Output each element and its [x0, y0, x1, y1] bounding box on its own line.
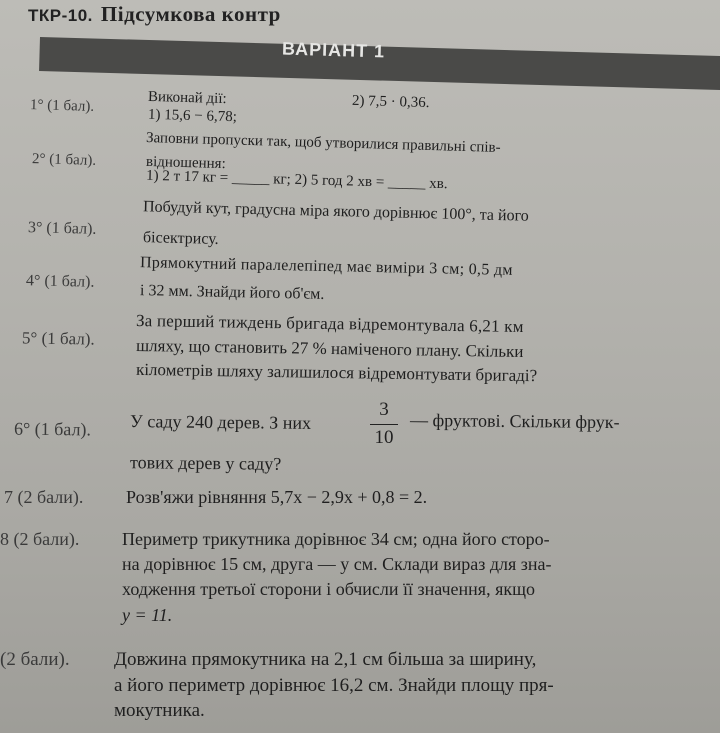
- task-2-line-2: відношення:: [145, 153, 226, 173]
- task-7-number: 7 (2 бали).: [4, 487, 84, 507]
- task-1-number: 1° (1 бал).: [29, 97, 95, 115]
- task-5-line-2: шляху, що становить 27 % наміченого плану. Скільки: [135, 335, 524, 362]
- task-9-number: (2 бали).: [0, 649, 70, 670]
- task-2-line-3: 1) 2 т 17 кг = _____ кг; 2) 5 год 2 хв = _____ хв.: [145, 167, 448, 193]
- task-1-expression-1: 1) 15,6 − 6,78;: [147, 106, 238, 126]
- fraction-bar: [370, 424, 398, 425]
- task-6-line-1a: У саду 240 дерев. З них: [129, 411, 312, 433]
- task-9-line-2: а його периметр дорівнює 16,2 см. Знайди площу пря-: [114, 675, 554, 696]
- task-4-line-1: Прямокутний паралелепіпед має виміри 3 см; 0,5 дм: [139, 254, 513, 279]
- test-title: Підсумкова контр: [100, 2, 281, 26]
- worksheet-header: [28, 2, 281, 27]
- task-6-line-2: тових дерев у саду?: [129, 452, 282, 474]
- task-9-line-1: Довжина прямокутника на 2,1 см більша за ширину,: [114, 649, 537, 670]
- task-4-number: 4° (1 бал).: [25, 272, 95, 291]
- task-6-fraction: [370, 400, 398, 449]
- task-4-line-2: і 32 мм. Знайди його об'єм.: [139, 282, 325, 303]
- task-9-line-3: мокутника.: [114, 700, 205, 721]
- variant-title: ВАРІАНТ 1: [281, 38, 386, 62]
- test-code: ТКР-10.: [28, 6, 93, 25]
- task-6-number: 6° (1 бал).: [13, 418, 92, 440]
- task-3-line-1: Побудуй кут, градусна міра якого дорівнює 100°, та його: [142, 198, 529, 225]
- fraction-numerator: 3: [379, 399, 389, 420]
- task-2-line-1: Заповни пропуски так, щоб утворилися правильні спів-: [145, 130, 501, 156]
- task-8-line-2: на дорівнює 15 см, друга — у см. Склади вираз для зна-: [122, 554, 552, 574]
- task-6-line-1b: — фруктові. Скільки фрук-: [409, 409, 620, 433]
- task-1-expression-2: 2) 7,5 · 0,36.: [351, 92, 430, 112]
- task-8-line-3: ходження третьої сторони і обчисли її значення, якщо: [122, 579, 535, 599]
- task-3-number: 3° (1 бал).: [27, 219, 97, 238]
- task-8-line-4: y = 11.: [122, 605, 173, 625]
- task-8-number: 8 (2 бали).: [0, 529, 80, 549]
- task-5-line-3: кілометрів шляху залишилося відремонтувати бригаді?: [135, 359, 538, 386]
- task-5-line-1: За перший тиждень бригада відремонтувала 6,21 км: [135, 310, 524, 337]
- task-5-number: 5° (1 бал).: [21, 328, 95, 349]
- task-7-line-1: Розв'яжи рівняння 5,7x − 2,9x + 0,8 = 2.: [126, 487, 428, 507]
- task-8-line-1: Периметр трикутника дорівнює 34 см; одна його сторо-: [122, 529, 550, 549]
- task-3-line-2: бісектрису.: [142, 229, 219, 248]
- task-2-number: 2° (1 бал).: [31, 151, 97, 169]
- fraction-denominator: 10: [374, 426, 394, 448]
- task-1-line-1: Виконай дії:: [147, 88, 227, 108]
